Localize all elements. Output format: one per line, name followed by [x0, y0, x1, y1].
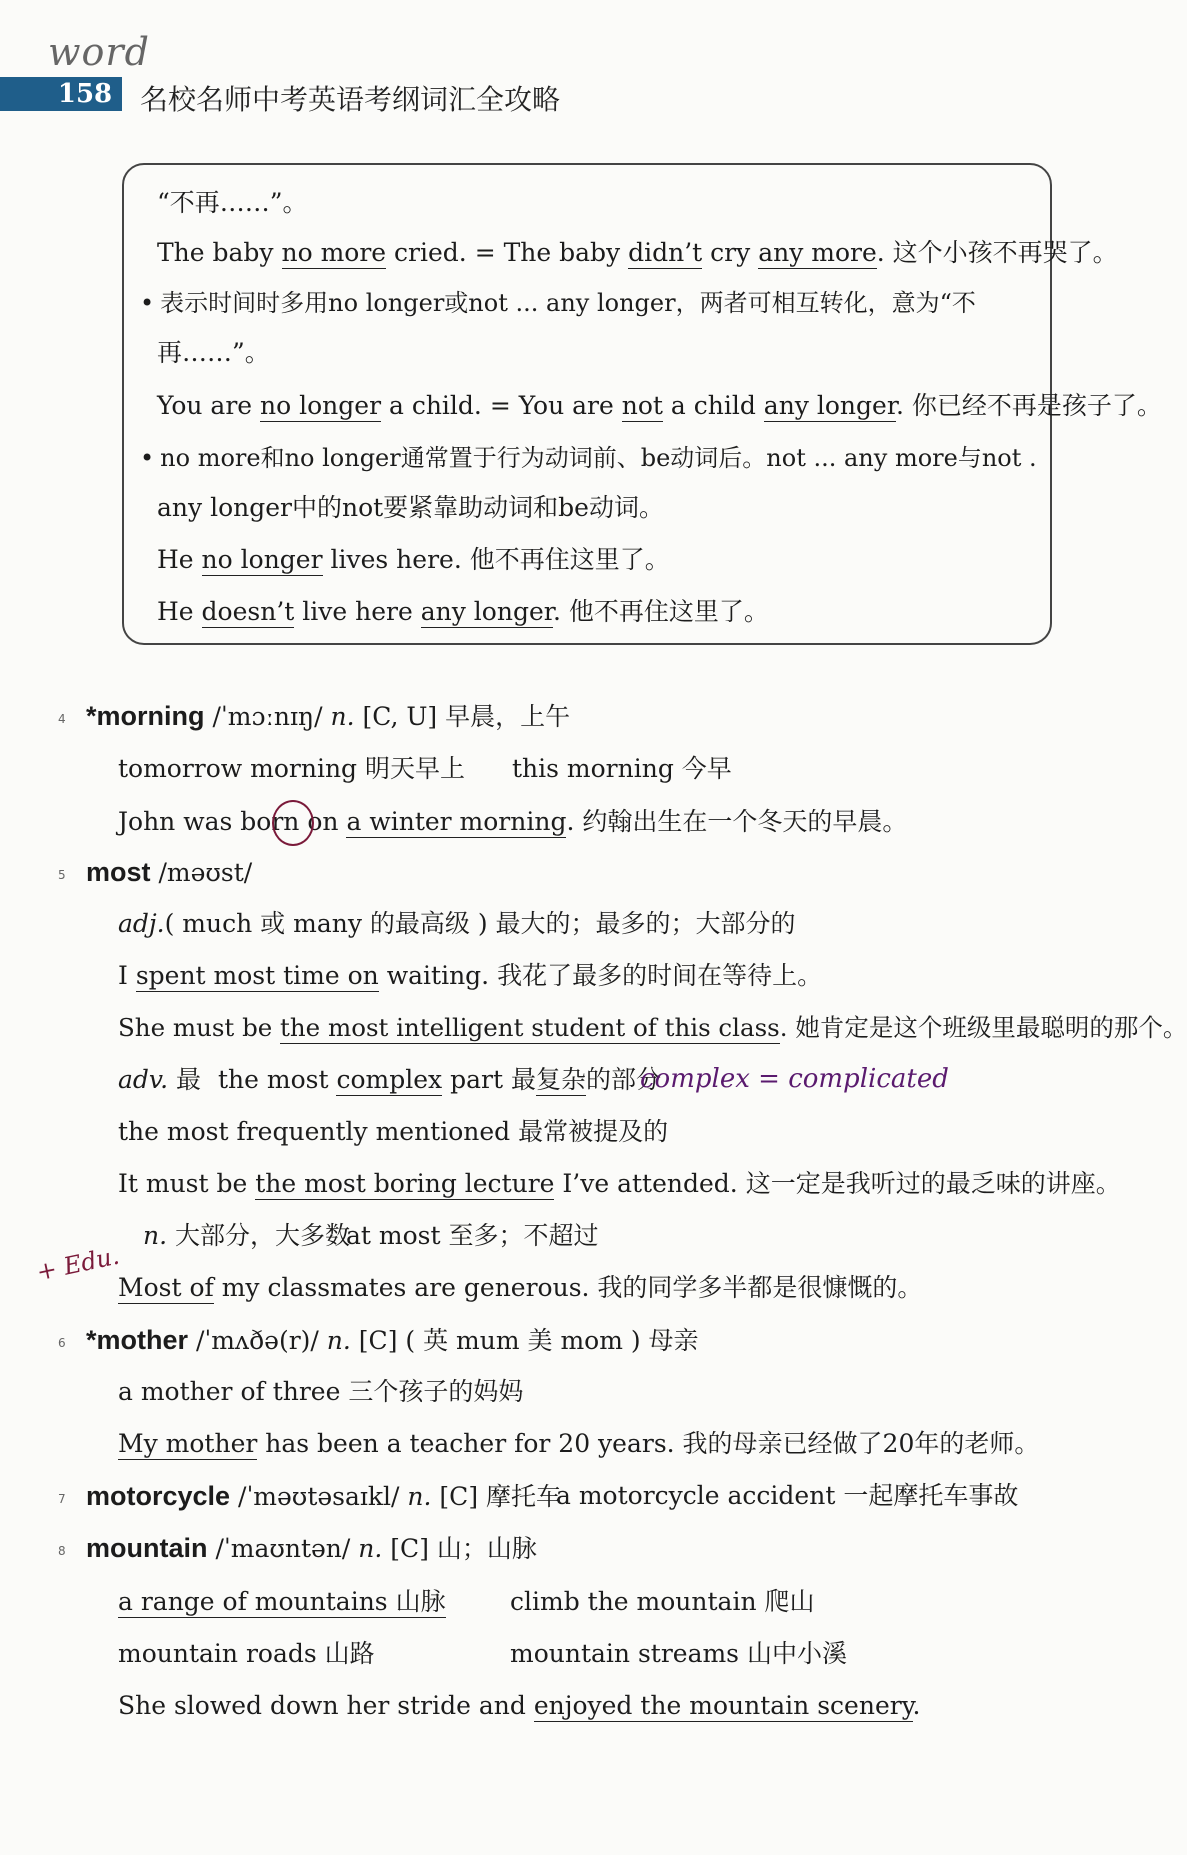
- entry-number: 7: [58, 1492, 66, 1506]
- example: I spent most time on waiting. 我花了最多的时间在等待上。: [118, 961, 823, 990]
- note-line: You are no longer a child. = You are not a child any longer. 你已经不再是孩子了。: [157, 391, 1162, 420]
- entry-number: 6: [58, 1336, 66, 1350]
- handwritten-margin-note: + Edu.: [34, 1241, 122, 1287]
- example: mountain streams 山中小溪: [510, 1639, 847, 1668]
- example: Most of my classmates are generous. 我的同学多半都是很慷慨的。: [118, 1273, 923, 1302]
- headword: motorcycle: [86, 1481, 231, 1511]
- example: the most frequently mentioned 最常被提及的: [118, 1117, 669, 1146]
- definition: adj.( much 或 many 的最高级 ) 最大的；最多的；大部分的: [118, 909, 796, 938]
- note-line: The baby no more cried. = The baby didn’t cry any more. 这个小孩不再哭了。: [157, 238, 1118, 267]
- book-title: 名校名师中考英语考纲词汇全攻略: [140, 83, 561, 116]
- example: a range of mountains 山脉: [118, 1587, 446, 1616]
- definition: adv. 最: [118, 1065, 201, 1094]
- example: a mother of three 三个孩子的妈妈: [118, 1377, 524, 1406]
- handwritten-note: complex = complicated: [640, 1064, 949, 1094]
- note-line: “不再……”。: [157, 188, 308, 217]
- headword: mother: [96, 1325, 189, 1355]
- example: My mother has been a teacher for 20 years. 我的母亲已经做了20年的老师。: [118, 1429, 1040, 1458]
- entry-number: 4: [58, 712, 66, 726]
- definition: n. 大部分，大多数: [143, 1221, 351, 1250]
- headword: morning: [96, 701, 205, 731]
- note-bullet: • 表示时间时多用no longer或not ... any longer，两者可相互转化，意为“不: [140, 285, 976, 321]
- note-line: 再……”。: [157, 338, 270, 367]
- headword: most: [86, 857, 151, 887]
- headword-line: most /məʊst/: [86, 857, 253, 887]
- example: at most 至多；不超过: [346, 1221, 599, 1250]
- handwritten-circle: [272, 800, 314, 846]
- headword: mountain: [86, 1533, 208, 1563]
- headword-line: motorcycle /ˈməʊtəsaɪkl/ n. [C] 摩托车: [86, 1481, 562, 1511]
- example: mountain roads 山路: [118, 1639, 375, 1668]
- example: She must be the most intelligent student of this class. 她肯定是这个班级里最聪明的那个。: [118, 1013, 1187, 1042]
- example: John was born on a winter morning. 约翰出生在一个冬天的早晨。: [118, 807, 908, 836]
- example: It must be the most boring lecture I’ve attended. 这一定是我听过的最乏味的讲座。: [118, 1169, 1121, 1198]
- headword-line: mountain /ˈmaʊntən/ n. [C] 山；山脉: [86, 1533, 537, 1563]
- example: this morning 今早: [512, 754, 732, 783]
- example: the most complex part 最复杂的部分: [218, 1065, 661, 1094]
- note-line: He doesn’t live here any longer. 他不再住这里了。: [157, 597, 769, 626]
- example: She slowed down her stride and enjoyed the mountain scenery.: [118, 1691, 921, 1720]
- example: tomorrow morning 明天早上: [118, 754, 466, 783]
- headword-line: *morning /ˈmɔːnɪŋ/ n. [C, U] 早晨，上午: [86, 701, 571, 731]
- page-number: 158: [57, 79, 113, 109]
- note-bullet: • no more和no longer通常置于行为动词前、be动词后。not ... any more与not .: [140, 440, 1037, 476]
- header-word-tag: word: [48, 30, 150, 74]
- page-header: [0, 0, 1080, 140]
- entry-number: 5: [58, 868, 66, 882]
- headword-line: *mother /ˈmʌðə(r)/ n. [C] ( 英 mum 美 mom ) 母亲: [86, 1325, 699, 1355]
- note-line: any longer中的not要紧靠助动词和be动词。: [157, 493, 664, 522]
- note-line: He no longer lives here. 他不再住这里了。: [157, 545, 670, 574]
- example: climb the mountain 爬山: [510, 1587, 815, 1616]
- entry-number: 8: [58, 1544, 66, 1558]
- example: a motorcycle accident 一起摩托车事故: [556, 1481, 1019, 1510]
